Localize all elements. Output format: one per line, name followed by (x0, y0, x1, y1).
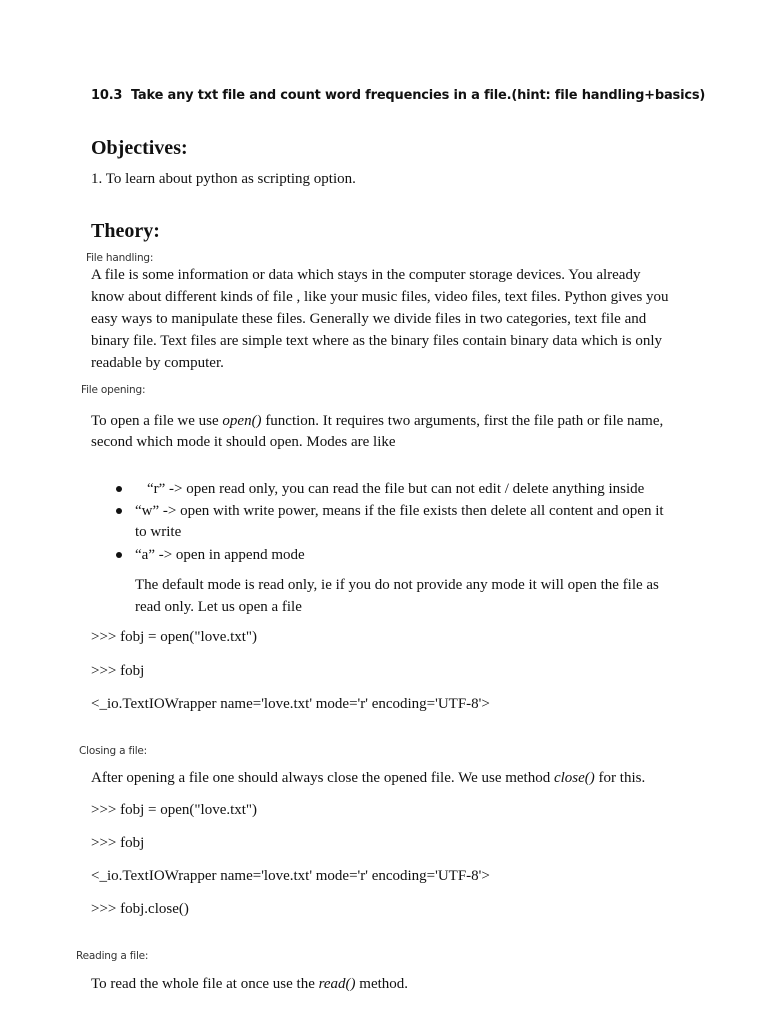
bullet-mode-w: “w” -> open with write power, means if the file exists then delete all content and open it (135, 503, 664, 519)
reading-intro-pre: To read the whole file at once use the (91, 976, 319, 992)
reading-intro-post: method. (355, 976, 409, 992)
default-mode-note-line-2: read only. Let us open a file (135, 599, 302, 615)
bullet-dot-2 (116, 508, 122, 514)
closing-file-label: Closing a file: (79, 745, 148, 757)
objectives-heading: Objectives: (91, 137, 188, 159)
reading-file-label: Reading a file: (76, 950, 149, 962)
bullet-mode-w-cont: to write (135, 524, 182, 540)
file-handling-line-3: easy ways to manipulate these files. Generally we divide files in two categories, text file and (91, 311, 647, 327)
file-opening-intro-line-1 (91, 410, 663, 432)
theory-heading: Theory: (91, 220, 160, 242)
bullet-mode-r: “r” -> open read only, you can read the file but can not edit / delete anything inside (147, 481, 645, 497)
bullet-dot-1 (116, 486, 122, 492)
task-title: Take any txt file and count word frequencies in a file.(hint: file handling+basics) (130, 88, 706, 103)
code-line: >>> fobj = open("love.txt") (91, 802, 258, 818)
code-line: >>> fobj.close() (91, 901, 189, 917)
objective-item: 1. To learn about python as scripting option. (91, 171, 356, 187)
bullet-mode-a: “a” -> open in append mode (135, 547, 305, 563)
code-line: <_io.TextIOWrapper name='love.txt' mode='r' encoding='UTF-8'> (91, 868, 490, 884)
file-handling-line-2: know about different kinds of file , like your music files, video files, text files. Python gives you (91, 289, 669, 305)
intro-text-pre: To open a file we use (91, 413, 223, 429)
file-handling-label: File handling: (86, 252, 154, 264)
code-line: >>> fobj (91, 835, 145, 851)
file-handling-line-1: A file is some information or data which stays in the computer storage devices. You already (91, 267, 641, 283)
inline-code-open: open() (222, 413, 262, 429)
closing-intro (91, 767, 645, 789)
code-line: >>> fobj (91, 663, 145, 679)
file-opening-intro-line-2: second which mode it should open. Modes are like (91, 434, 396, 450)
inline-code-close: close() (553, 770, 595, 786)
closing-intro-pre: After opening a file one should always close the opened file. We use method (91, 770, 554, 786)
inline-code-read: read() (318, 976, 356, 992)
file-handling-line-4: binary file. Text files are simple text where as the binary files contain binary data which is only (91, 333, 662, 349)
file-handling-line-5: readable by computer. (91, 355, 224, 371)
code-line: <_io.TextIOWrapper name='love.txt' mode='r' encoding='UTF-8'> (91, 696, 490, 712)
default-mode-note-line-1: The default mode is read only, ie if you do not provide any mode it will open the file as (135, 577, 659, 593)
file-opening-label: File opening: (81, 384, 146, 396)
bullet-dot-3 (116, 552, 122, 558)
task-heading (91, 88, 705, 103)
closing-intro-post: for this. (594, 770, 646, 786)
reading-intro (91, 973, 408, 995)
task-number: 10.3 (91, 88, 123, 103)
intro-text-post: function. It requires two arguments, first the file path or file name, (261, 413, 664, 429)
code-line: >>> fobj = open("love.txt") (91, 629, 258, 645)
